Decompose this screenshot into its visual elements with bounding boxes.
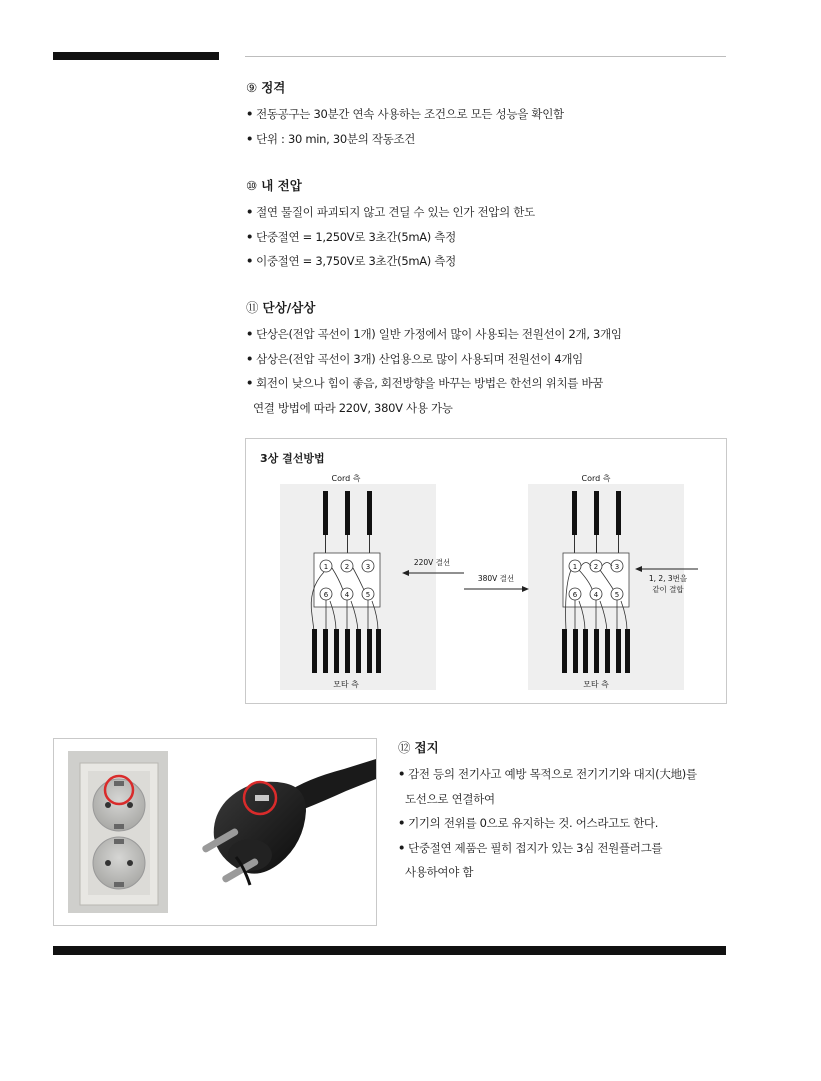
terminal-number: 1	[323, 563, 329, 571]
bullet-list	[246, 322, 726, 420]
diagram-title: 3상 결선방법	[260, 452, 325, 465]
label-220v: 220V 결선	[413, 558, 451, 567]
terminal-number: 1	[572, 563, 578, 571]
terminal-number: 5	[614, 591, 620, 599]
list-item: • 단상은(전압 곡선이 1개) 일반 가정에서 많이 사용되는 전원선이 2개, 3개임	[246, 327, 622, 341]
terminal-number: 6	[572, 591, 578, 599]
list-item: • 절연 물질이 파괴되지 않고 견딜 수 있는 인가 전압의 한도	[246, 205, 535, 219]
right-cord-label: Cord 측	[581, 474, 611, 483]
wiring-diagram	[246, 439, 726, 703]
terminal-number: 2	[344, 563, 350, 571]
section-withstand-voltage	[246, 176, 726, 274]
wiring-diagram-panel	[245, 438, 727, 704]
note-line-1: 1, 2, 3번을	[648, 574, 688, 583]
bullet-list	[246, 200, 726, 274]
terminal-number: 2	[593, 563, 599, 571]
list-item: • 단중절연 제품은 필히 접지가 있는 3심 전원플러그를 사용하여야 함	[398, 840, 663, 879]
section-title: ⑨ 정격	[246, 80, 286, 95]
terminal-number: 6	[323, 591, 329, 599]
section-grounding	[398, 738, 728, 885]
list-item: • 기기의 전위를 0으로 유지하는 것. 어스라고도 한다.	[398, 816, 659, 830]
list-item: • 삼상은(전압 곡선이 3개) 산업용으로 많이 사용되며 전원선이 4개임	[246, 351, 583, 366]
left-cord-label: Cord 측	[331, 474, 361, 483]
arrow-380v-head	[522, 586, 529, 592]
section-phase	[246, 298, 726, 420]
list-item: • 이중절연 = 3,750V로 3초간(5mA) 측정	[246, 254, 456, 268]
section-title: ⑪ 단상/삼상	[246, 300, 316, 315]
bottom-decorative-bar	[53, 946, 726, 955]
left-motor-label: 모타 측	[333, 680, 359, 689]
section-rating	[246, 78, 726, 151]
label-380v: 380V 결선	[477, 574, 515, 583]
outlet-and-plug-illustration	[54, 739, 376, 925]
grounding-photo	[53, 738, 377, 926]
top-decorative-bar	[53, 52, 219, 60]
list-item: • 전동공구는 30분간 연속 사용하는 조건으로 모든 성능을 확인함	[246, 107, 564, 121]
terminal-number: 4	[593, 591, 599, 599]
section-title: ⑩ 내 전압	[246, 178, 302, 193]
section-title: ⑫ 접지	[398, 740, 439, 755]
list-item: • 단중절연 = 1,250V로 3초간(5mA) 측정	[246, 229, 456, 244]
bullet-list	[246, 102, 726, 151]
terminal-number: 3	[365, 563, 371, 571]
list-item: • 단위 : 30 min, 30분의 작동조건	[246, 131, 416, 146]
terminal-number: 5	[365, 591, 371, 599]
list-item: • 회전이 낮으나 힘이 좋음, 회전방향을 바꾸는 방법은 한선의 위치를 바꿈 연결 방법에 따라 220V, 380V 사용 가능	[246, 376, 604, 415]
top-divider	[245, 56, 726, 57]
terminal-number: 3	[614, 563, 620, 571]
terminal-number: 4	[344, 591, 350, 599]
right-motor-label: 모타 측	[583, 680, 609, 689]
bullet-list	[398, 762, 728, 885]
note-line-2: 같이 결합	[652, 585, 684, 594]
list-item: • 감전 등의 전기사고 예방 목적으로 전기기기와 대지(大地)를 도선으로 연결하여	[398, 767, 697, 806]
